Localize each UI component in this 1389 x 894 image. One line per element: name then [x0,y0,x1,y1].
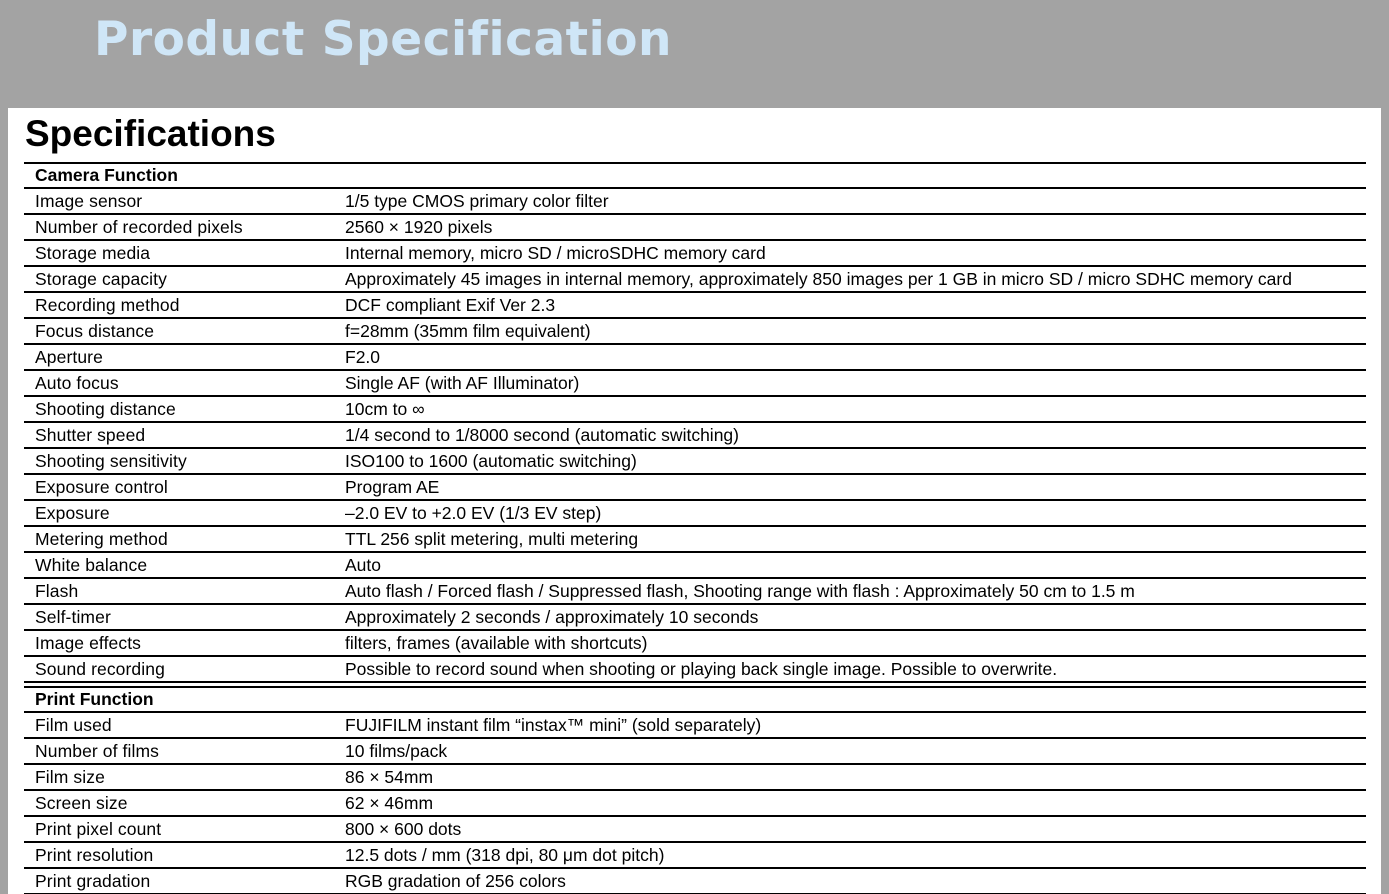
spec-row [24,266,1366,292]
spec-label: Print pixel count [24,816,334,842]
spec-label: Print gradation [24,868,334,894]
page-title: Product Specification [94,12,673,67]
spec-value: filters, frames (available with shortcuts) [334,630,1366,656]
spec-value: 86 × 54mm [334,764,1366,790]
section-title: Print Function [24,687,1366,712]
spec-row [24,370,1366,396]
spec-value: Single AF (with AF Illuminator) [334,370,1366,396]
spec-row [24,188,1366,214]
spec-row [24,214,1366,240]
spec-row [24,790,1366,816]
spec-row [24,764,1366,790]
spec-value: F2.0 [334,344,1366,370]
spec-value: Approximately 45 images in internal memory, approximately 850 images per 1 GB in micro SD / micro SDHC memory card [334,266,1366,292]
spec-label: Shooting sensitivity [24,448,334,474]
spec-row [24,604,1366,630]
spec-value: 12.5 dots / mm (318 dpi, 80 μm dot pitch) [334,842,1366,868]
spec-label: Self-timer [24,604,334,630]
spec-value: ISO100 to 1600 (automatic switching) [334,448,1366,474]
spec-row [24,868,1366,894]
spec-label: Recording method [24,292,334,318]
spec-label: Storage media [24,240,334,266]
section-header-row [24,163,1366,188]
spec-row [24,396,1366,422]
spec-value: –2.0 EV to +2.0 EV (1/3 EV step) [334,500,1366,526]
spec-row [24,318,1366,344]
section-header-row [24,687,1366,712]
spec-label: Shutter speed [24,422,334,448]
spec-value: Program AE [334,474,1366,500]
section-title: Camera Function [24,163,1366,188]
spec-value: Approximately 2 seconds / approximately 10 seconds [334,604,1366,630]
spec-label: Storage capacity [24,266,334,292]
spec-table [24,162,1366,894]
spec-row [24,712,1366,738]
spec-row [24,500,1366,526]
spec-row [24,656,1366,682]
spec-value: Auto flash / Forced flash / Suppressed flash, Shooting range with flash : Approximately 50 cm to 1.5 m [334,578,1366,604]
spec-label: Image sensor [24,188,334,214]
spec-row [24,630,1366,656]
spec-label: Auto focus [24,370,334,396]
spec-label: Image effects [24,630,334,656]
spec-label: Focus distance [24,318,334,344]
spec-value: Auto [334,552,1366,578]
spec-row [24,448,1366,474]
spec-value: Internal memory, micro SD / microSDHC memory card [334,240,1366,266]
page-header [0,0,1389,108]
spec-value: f=28mm (35mm film equivalent) [334,318,1366,344]
spec-row [24,842,1366,868]
spec-label: Film size [24,764,334,790]
spec-row [24,526,1366,552]
spec-row [24,816,1366,842]
spec-sheet [8,108,1381,894]
spec-label: Screen size [24,790,334,816]
spec-label: Exposure [24,500,334,526]
spec-label: Aperture [24,344,334,370]
spec-value: 1/4 second to 1/8000 second (automatic switching) [334,422,1366,448]
spec-value: 62 × 46mm [334,790,1366,816]
spec-value: FUJIFILM instant film “instax™ mini” (sold separately) [334,712,1366,738]
spec-label: White balance [24,552,334,578]
spec-row [24,578,1366,604]
spec-label: Shooting distance [24,396,334,422]
spec-row [24,292,1366,318]
spec-value: DCF compliant Exif Ver 2.3 [334,292,1366,318]
spec-value: Possible to record sound when shooting or playing back single image. Possible to overwrite. [334,656,1366,682]
spec-value: 2560 × 1920 pixels [334,214,1366,240]
spec-label: Number of recorded pixels [24,214,334,240]
spec-row [24,240,1366,266]
spec-value: TTL 256 split metering, multi metering [334,526,1366,552]
spec-value: 10cm to ∞ [334,396,1366,422]
spec-value: 800 × 600 dots [334,816,1366,842]
spec-label: Flash [24,578,334,604]
spec-label: Metering method [24,526,334,552]
spec-row [24,552,1366,578]
spec-row [24,474,1366,500]
spec-label: Sound recording [24,656,334,682]
spec-value: 10 films/pack [334,738,1366,764]
spec-label: Print resolution [24,842,334,868]
spec-row [24,422,1366,448]
spec-value: RGB gradation of 256 colors [334,868,1366,894]
spec-label: Film used [24,712,334,738]
spec-table-body [24,163,1366,894]
spec-value: 1/5 type CMOS primary color filter [334,188,1366,214]
spec-row [24,738,1366,764]
spec-label: Exposure control [24,474,334,500]
sheet-title: Specifications [25,113,276,154]
spec-row [24,344,1366,370]
spec-label: Number of films [24,738,334,764]
